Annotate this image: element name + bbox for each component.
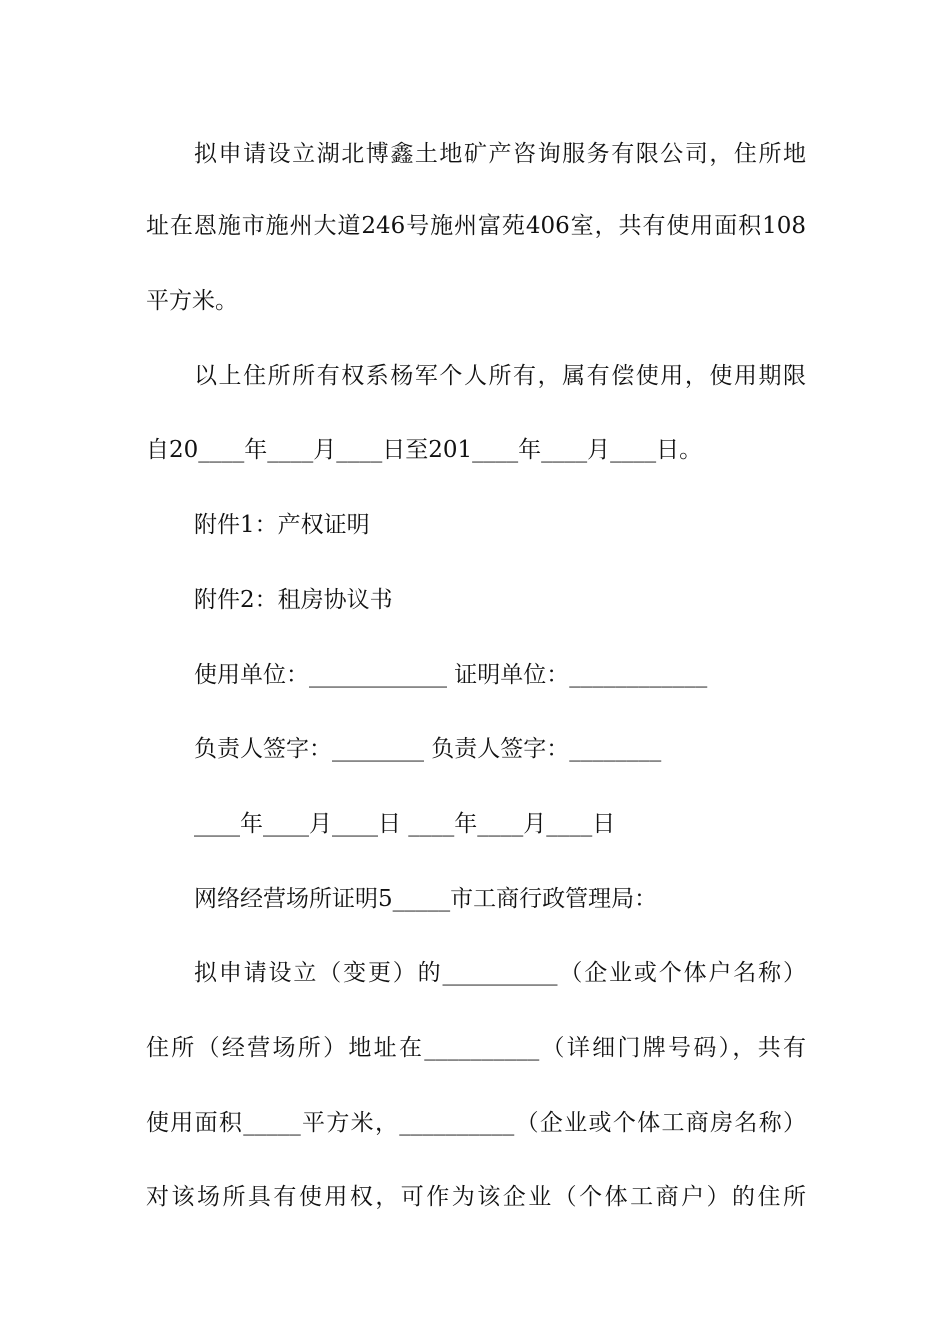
paragraph-line-5: 自20____年____月____日至201____年____月____日。 [146, 437, 703, 463]
attachment-2: 附件2：租房协议书 [194, 587, 393, 613]
paragraph-line-14: 使用面积_____平方米，__________（企业或个体工商房名称） [146, 1110, 806, 1136]
attachment-1: 附件1：产权证明 [194, 512, 370, 538]
date-fields: ____年____月____日 ____年____月____日 [194, 811, 616, 837]
paragraph-line-2: 址在恩施市施州大道246号施州富苑406室，共有使用面积108 [146, 213, 806, 239]
section-heading: 网络经营场所证明5_____市工商行政管理局： [194, 886, 658, 912]
paragraph-line-3: 平方米。 [146, 288, 238, 314]
paragraph-line-4: 以上住所所有权系杨军个人所有，属有偿使用，使用期限 [194, 363, 806, 389]
paragraph-line-13: 住所（经营场所）地址在__________（详细门牌号码），共有 [146, 1035, 806, 1061]
unit-fields: 使用单位：____________ 证明单位：____________ [194, 662, 708, 688]
paragraph-line-1: 拟申请设立湖北博鑫土地矿产咨询服务有限公司，住所地 [194, 141, 806, 167]
paragraph-line-12: 拟申请设立（变更）的__________（企业或个体户名称） [194, 960, 806, 986]
signature-fields: 负责人签字：________ 负责人签字：________ [194, 736, 662, 762]
paragraph-line-15: 对该场所具有使用权，可作为该企业（个体工商户）的住所 [146, 1184, 806, 1210]
